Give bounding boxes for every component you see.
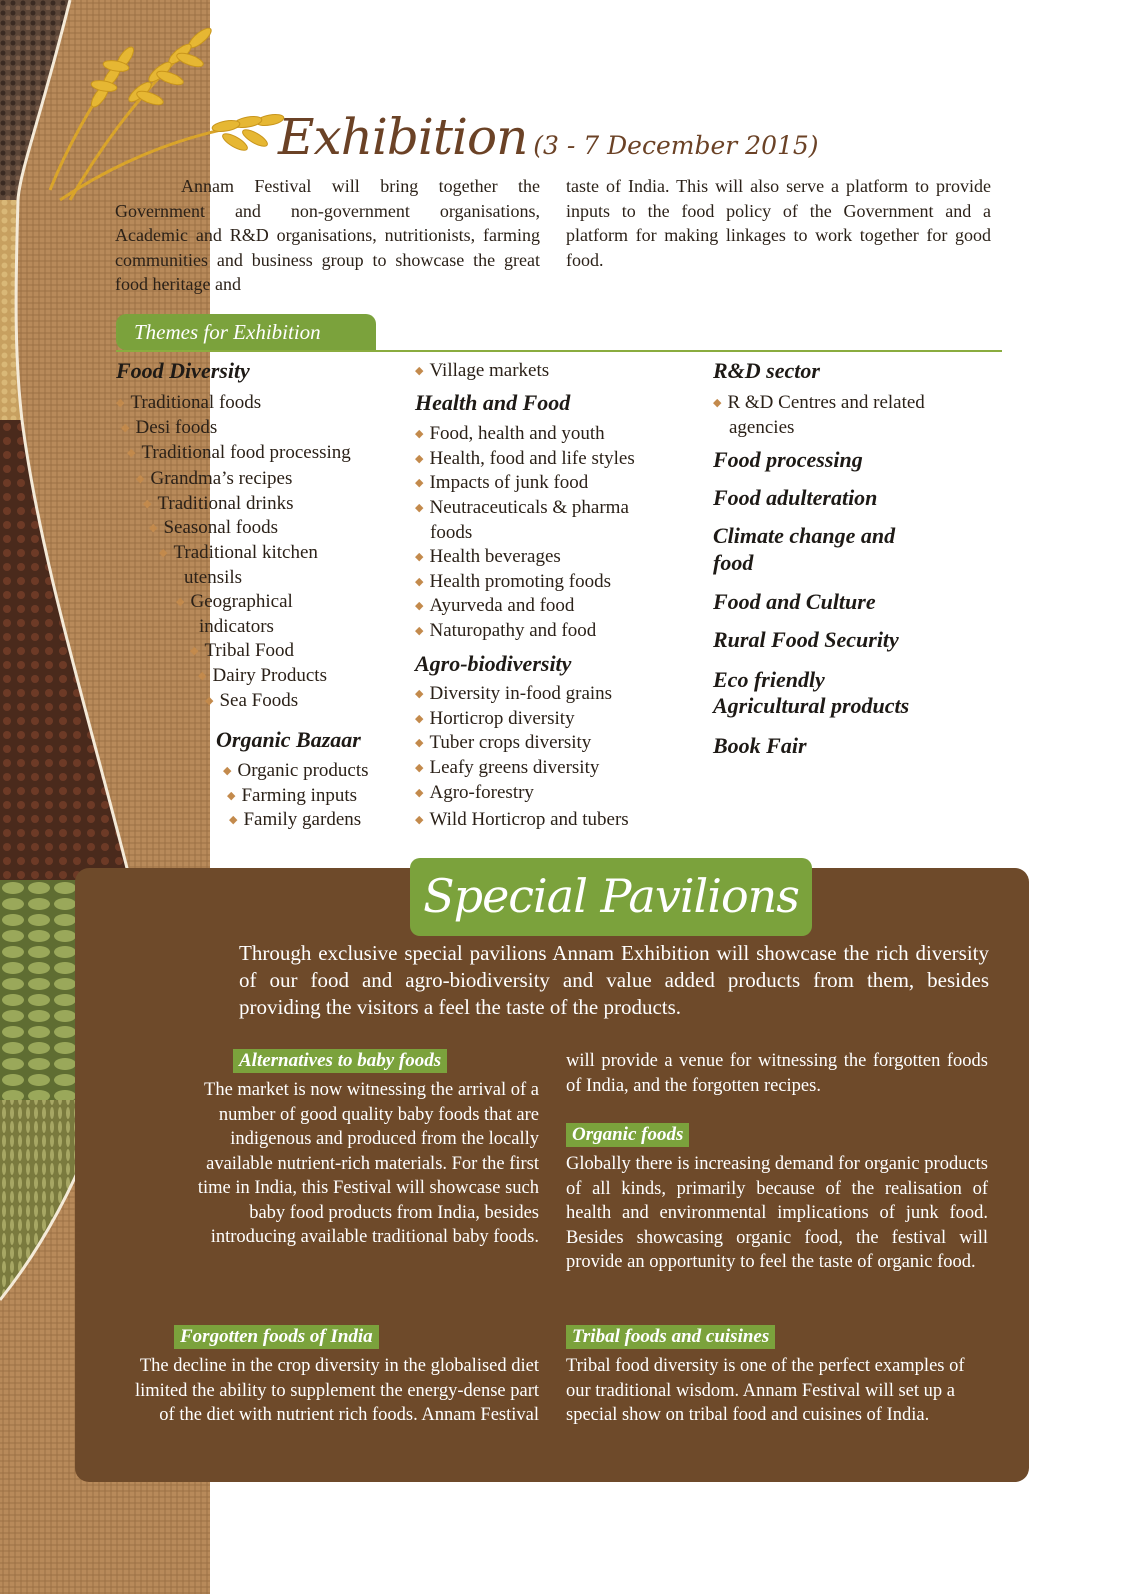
tag-organic-foods: Organic foods <box>566 1123 689 1147</box>
list-item: ◆ Traditional foods <box>116 392 262 413</box>
bullet-icon: ◆ <box>415 713 424 725</box>
heading-book-fair: Book Fair <box>713 733 807 758</box>
list-item: ◆ Sea Foods <box>205 690 299 711</box>
list-item: ◆ Dairy Products <box>198 665 327 686</box>
heading-agricultural-products: Agricultural products <box>713 693 910 718</box>
bullet-icon: ◆ <box>415 688 424 700</box>
bullet-icon: ◆ <box>415 428 424 440</box>
list-item: ◆ Seasonal foods <box>149 517 278 538</box>
title-date: (3 - 7 December 2015) <box>533 131 819 160</box>
bullet-icon: ◆ <box>143 498 152 510</box>
bullet-icon: ◆ <box>415 477 424 489</box>
list-item: ◆ Family gardens <box>229 809 362 830</box>
list-item: ◆ Grandma’s recipes <box>136 468 293 489</box>
bullet-icon: ◆ <box>713 397 722 409</box>
pavilions-intro: Through exclusive special pavilions Annam Exhibition will showcase the rich diversity of our food and agro-biodiversity and value added products from them, besides providing the visitors a feel the taste of the products. <box>239 941 989 1019</box>
list-item: ◆ Traditional kitchen <box>159 542 318 563</box>
list-item: ◆ Geographical <box>176 591 293 612</box>
bullet-icon: ◆ <box>415 502 424 514</box>
heading-food-processing: Food processing <box>713 447 863 472</box>
bullet-icon: ◆ <box>227 790 236 802</box>
bullet-icon: ◆ <box>415 576 424 588</box>
text-tribal-foods: Tribal food diversity is one of the perfect examples of our traditional wisdom. Annam Festival will set up a special show on tribal food and cuisines of India. <box>566 1356 965 1425</box>
list-item: ◆ R &D Centres and related <box>713 392 925 413</box>
list-item: ◆ Diversity in-food grains <box>415 683 613 704</box>
bullet-icon: ◆ <box>415 787 424 799</box>
list-item-continued: indicators <box>199 616 274 637</box>
list-item: ◆ Health beverages <box>415 546 561 567</box>
list-item: ◆ Wild Horticrop and tubers <box>415 809 629 830</box>
list-item: ◆ Village markets <box>415 360 550 381</box>
heading-climate-change: Climate change and <box>713 523 896 548</box>
list-item: ◆ Neutraceuticals & pharma <box>415 497 629 518</box>
list-item: ◆ Desi foods <box>121 417 218 438</box>
heading-agro-biodiversity: Agro-biodiversity <box>415 651 572 676</box>
bullet-icon: ◆ <box>149 522 158 534</box>
bullet-icon: ◆ <box>116 397 125 409</box>
text-organic-foods: Globally there is increasing demand for organic products of all kinds, primarily because of the realisation of health and environmental implications of junk food. Besides showcasing organic food, the festival will provide an opportunity to feel the taste of organic food. <box>566 1154 988 1272</box>
intro-left-paragraph: Annam Festival will bring together the Government and non-government organisations, Academic and R&D organisations, nutritionists, farming communities and business group to showcase the great food heritage and <box>115 176 540 294</box>
text-forgotten-foods: The decline in the crop diversity in the globalised diet limited the ability to supplement the energy-dense part of the diet with nutrient rich foods. Annam Festival <box>135 1356 539 1425</box>
list-item: ◆ Impacts of junk food <box>415 472 589 493</box>
list-item: ◆ Horticrop diversity <box>415 708 575 729</box>
heading-food-diversity: Food Diversity <box>116 358 250 383</box>
bullet-icon: ◆ <box>415 737 424 749</box>
bullet-icon: ◆ <box>127 447 136 459</box>
bullet-icon: ◆ <box>415 600 424 612</box>
list-item: ◆ Traditional food processing <box>127 442 351 463</box>
bullet-icon: ◆ <box>415 625 424 637</box>
heading-rural-food-security: Rural Food Security <box>713 627 899 652</box>
intro-right-paragraph: taste of India. This will also serve a platform to provide inputs to the food policy of the Government and a platform for making linkages to work together for good food. <box>566 176 991 270</box>
heading-organic-bazaar: Organic Bazaar <box>216 727 361 752</box>
bullet-icon: ◆ <box>159 547 168 559</box>
heading-health-and-food: Health and Food <box>415 390 571 415</box>
bullet-icon: ◆ <box>176 596 185 608</box>
bullet-icon: ◆ <box>415 814 424 826</box>
list-item: ◆ Leafy greens diversity <box>415 757 600 778</box>
text-baby-foods: The market is now witnessing the arrival of a number of good quality baby foods that are indigenous and produced from the locally available nutrient-rich materials. For the first time in India, this Festival will showcase such baby food products from India, besides introducing available traditional baby foods. <box>197 1080 539 1247</box>
tag-forgotten-foods: Forgotten foods of India <box>174 1325 379 1349</box>
heading-rd-sector: R&D sector <box>713 358 820 383</box>
page-title <box>278 108 819 166</box>
bullet-icon: ◆ <box>198 670 207 682</box>
list-item-continued: foods <box>430 522 473 543</box>
title-text: Exhibition <box>278 108 528 166</box>
bullet-icon: ◆ <box>415 762 424 774</box>
heading-food-and-culture: Food and Culture <box>713 589 876 614</box>
text-forgotten-foods-continued: will provide a venue for witnessing the forgotten foods of India, and the forgotten recipes. <box>566 1051 988 1096</box>
bullet-icon: ◆ <box>415 551 424 563</box>
heading-eco-friendly: Eco friendly <box>713 667 825 692</box>
list-item: ◆ Ayurveda and food <box>415 595 575 616</box>
bullet-icon: ◆ <box>205 695 214 707</box>
list-item: ◆ Organic products <box>223 760 369 781</box>
bullet-icon: ◆ <box>121 422 130 434</box>
bullet-icon: ◆ <box>136 473 145 485</box>
tag-tribal-foods: Tribal foods and cuisines <box>566 1325 775 1349</box>
bullet-icon: ◆ <box>415 365 424 377</box>
list-item: ◆ Tuber crops diversity <box>415 732 592 753</box>
list-item: ◆ Health promoting foods <box>415 571 611 592</box>
themes-tab: Themes for Exhibition <box>116 314 376 350</box>
bullet-icon: ◆ <box>229 814 238 826</box>
heading-climate-change-cont: food <box>713 550 754 575</box>
bullet-icon: ◆ <box>223 765 232 777</box>
list-item: ◆ Food, health and youth <box>415 423 605 444</box>
list-item: ◆ Agro-forestry <box>415 782 534 803</box>
list-item: ◆ Farming inputs <box>227 785 358 806</box>
list-item-continued: utensils <box>184 567 243 588</box>
heading-food-adulteration: Food adulteration <box>713 485 878 510</box>
list-item: ◆ Traditional drinks <box>143 493 294 514</box>
themes-divider <box>116 350 1002 352</box>
tag-baby-foods: Alternatives to baby foods <box>233 1049 447 1073</box>
list-item: ◆ Tribal Food <box>190 640 295 661</box>
list-item: ◆ Health, food and life styles <box>415 448 635 469</box>
special-pavilions-title: Special Pavilions <box>410 858 812 936</box>
list-item-continued: agencies <box>729 417 795 438</box>
bullet-icon: ◆ <box>415 453 424 465</box>
list-item: ◆ Naturopathy and food <box>415 620 597 641</box>
bullet-icon: ◆ <box>190 645 199 657</box>
